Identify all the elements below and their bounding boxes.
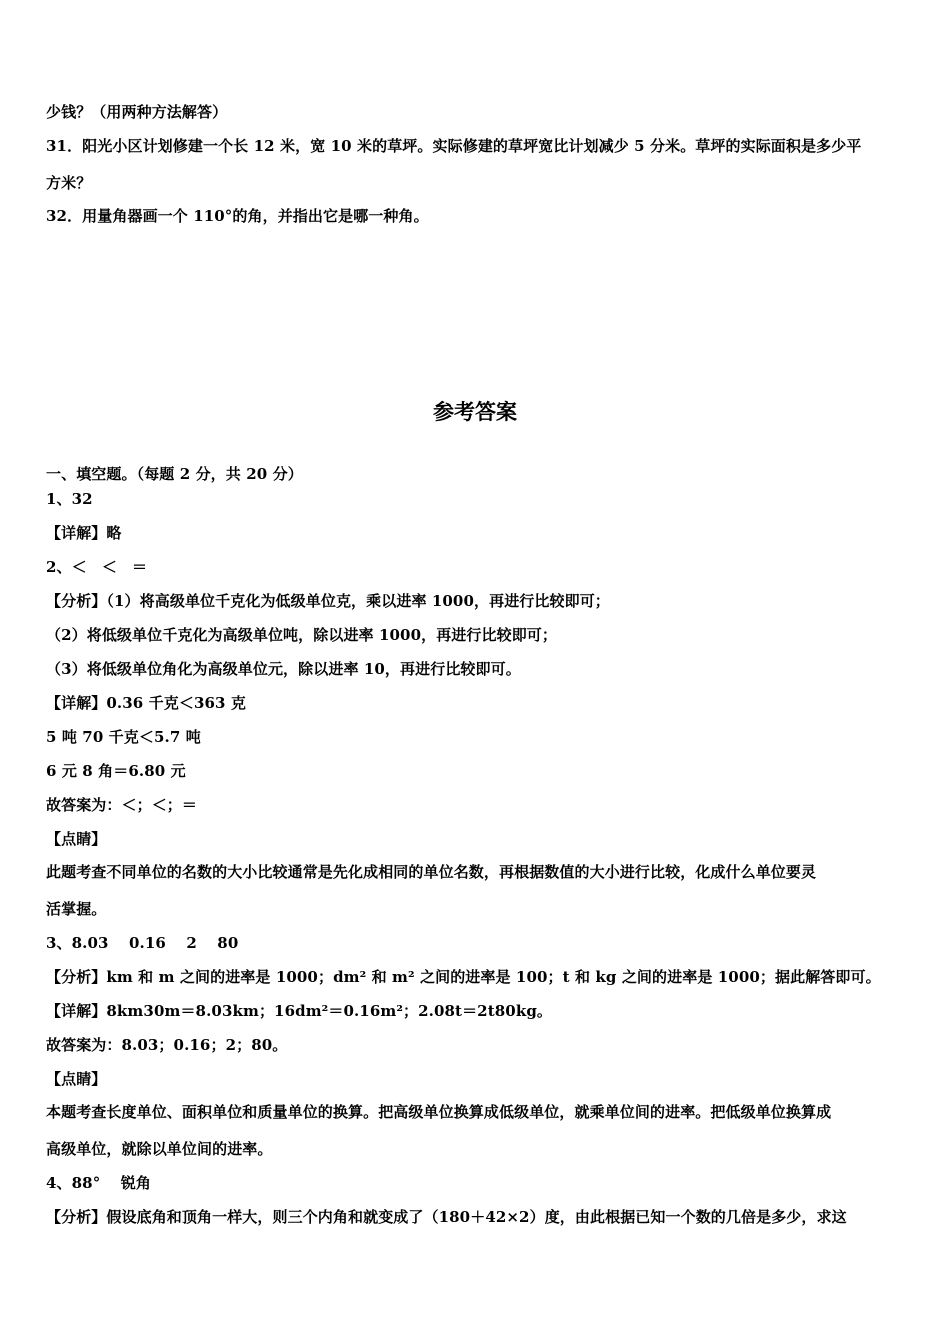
answer-4: 4、88° 锐角 (46, 1174, 151, 1192)
answer-2-detail-1: 【详解】0.36 千克＜363 克 (46, 694, 246, 712)
answer-3-analysis: 【分析】km 和 m 之间的进率是 1000；dm² 和 m² 之间的进率是 100；t 和 kg 之间的进率是 1000；据此解答即可。 (46, 968, 881, 986)
answer-3: 3、8.03 0.16 2 80 (46, 934, 239, 952)
answer-4-analysis: 【分析】假设底角和顶角一样大，则三个内角和就变成了（180＋42×2）度，由此根据已知一个数的几倍是多少，求这 (46, 1208, 847, 1226)
answer-3-note-line-2: 高级单位，就除以单位间的进率。 (46, 1140, 273, 1158)
answer-2-analysis-3: （3）将低级单位角化为高级单位元，除以进率 10，再进行比较即可。 (46, 660, 521, 678)
answer-2-detail-2: 5 吨 70 千克＜5.7 吨 (46, 728, 201, 746)
answer-2-note-label: 【点睛】 (46, 830, 107, 848)
answer-2-detail-3: 6 元 8 角＝6.80 元 (46, 762, 186, 780)
answer-2-analysis-2: （2）将低级单位千克化为高级单位吨，除以进率 1000，再进行比较即可； (46, 626, 558, 644)
question-31-line-2: 方米？ (46, 174, 92, 192)
answer-3-note-label: 【点睛】 (46, 1070, 107, 1088)
answer-2: 2、＜ ＜ ＝ (46, 558, 148, 576)
answer-2-note-line-1: 此题考查不同单位的名数的大小比较通常是先化成相同的单位名数，再根据数值的大小进行比较，化成什么单位要灵 (46, 863, 817, 881)
answer-2-final: 故答案为：＜；＜；＝ (46, 796, 198, 814)
answer-2-note-line-2: 活掌握。 (46, 900, 107, 918)
answer-3-note-line-1: 本题考查长度单位、面积单位和质量单位的换算。把高级单位换算成低级单位，就乘单位间的进率。把低级单位换算成 (46, 1103, 832, 1121)
answer-1: 1、32 (46, 490, 93, 508)
answers-title: 参考答案 (433, 400, 517, 424)
question-31-line-1: 31．阳光小区计划修建一个长 12 米，宽 10 米的草坪。实际修建的草坪宽比计划减少 5 分米。草坪的实际面积是多少平 (46, 137, 862, 155)
answer-3-detail: 【详解】8km30m＝8.03km；16dm²＝0.16m²；2.08t＝2t80kg。 (46, 1002, 553, 1020)
question-30-end: 少钱？（用两种方法解答） (46, 103, 228, 121)
answer-2-analysis-1: 【分析】（1）将高级单位千克化为低级单位克，乘以进率 1000，再进行比较即可； (46, 592, 610, 610)
answer-1-detail: 【详解】略 (46, 524, 122, 542)
section-heading: 一、填空题。（每题 2 分，共 20 分） (46, 465, 303, 483)
question-32: 32．用量角器画一个 110°的角，并指出它是哪一种角。 (46, 207, 429, 225)
answer-3-final: 故答案为：8.03；0.16；2；80。 (46, 1036, 288, 1054)
